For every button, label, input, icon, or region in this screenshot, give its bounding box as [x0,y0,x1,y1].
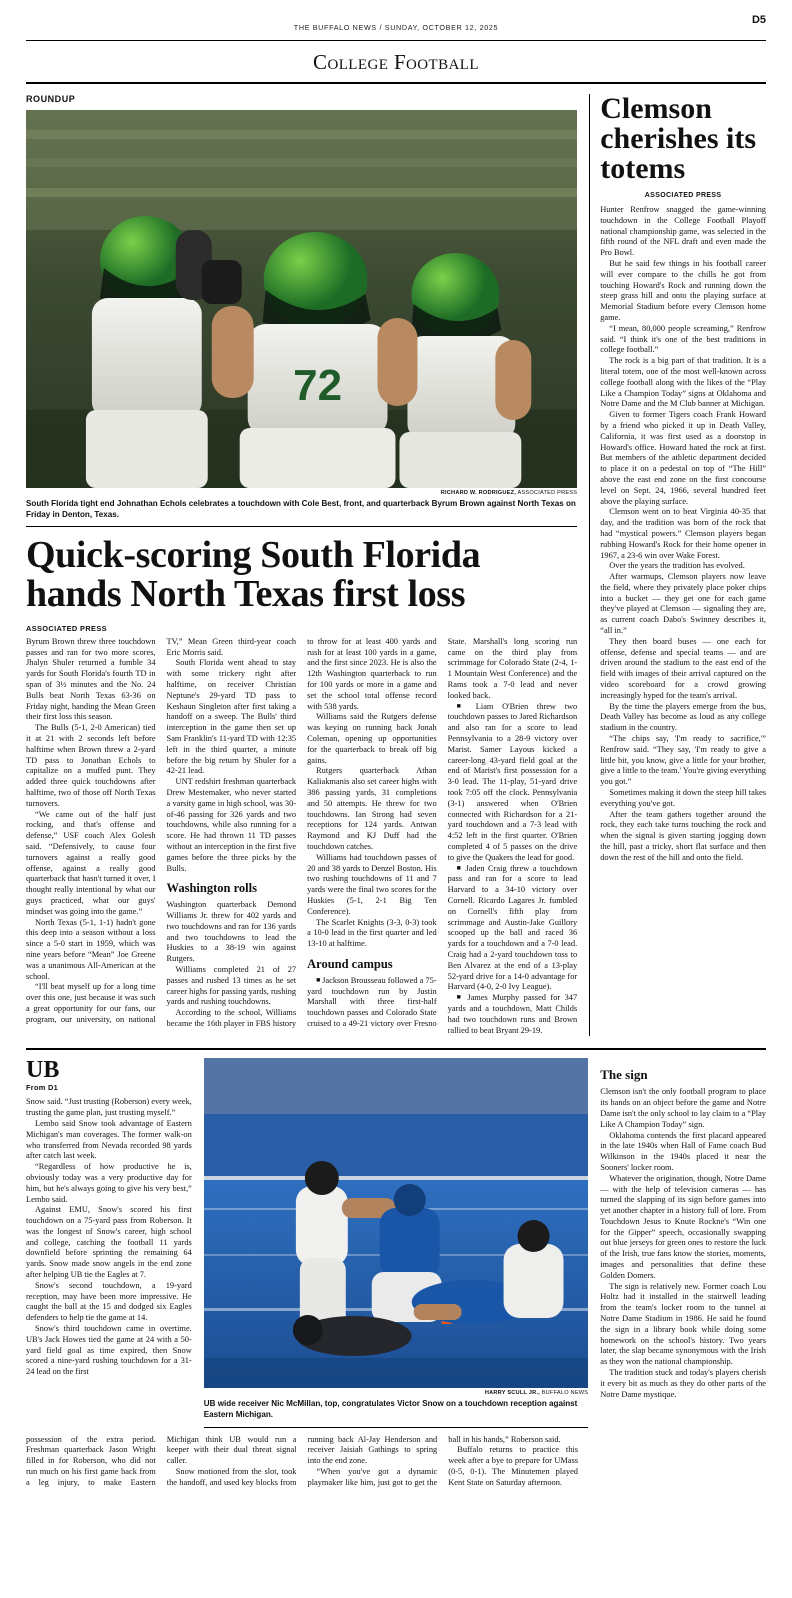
paragraph: The sign is relatively new. Former coach Lou Holtz had it installed in the stairwell leading from the team's locker room to the tunnel at Notre Dame Stadium in 1986. He said he found the sign in a library book while doing some homework on the school's history. Two years later, the slap became synonymous with the Irish as they won the national championship. [600,1281,766,1367]
main-photo-credit-org: ASSOCIATED PRESS [517,490,578,496]
paragraph: But he said few things in his football career will ever compare to the chills he got from touching Howard's Rock and running down the steep grass hill and onto the playing surface at Memorial Stadium before every Clemson home game. [600,258,766,322]
ub-photo-art [204,1058,588,1388]
paragraph: Clemson isn't the only football program to place its hands on an object before the game and Notre Dame isn't the only school to lay claim to a “Play Like A Champion Today” sign. [600,1087,766,1129]
paragraph: After the team gathers together around the rock, they each take turns touching the rock and when the signal is given starting jogging down the hill, past a tricky, short flat surface and then down the rest of the hill and onto the field. [600,809,766,862]
upper-body [26,94,766,1036]
paragraph: “We came out of the half just rocking, and that's offense and defense,” USF coach Alex Golesh said. “Defensively, to cause four turnovers against a really good offense, against a really good quarterback that hasn't turned it over, I thought really intentional by what our guys practiced, what our guys' mindset was going into the game.” [26,809,156,916]
subhead-around-campus: Around campus [307,956,393,971]
main-photo-credit [26,488,577,496]
paragraph: Given to former Tigers coach Frank Howard by a friend who picked it up in Death Valley, California, it was first used as a doorstop in Howard's office. Howard hated the rock at first. But members of the athletic department decided to place it on a pedestal on top of “The Hill” above the east end zone on the first concourse level on Sept. 24, 1966, several hundred feet above the playing surface. [600,410,766,506]
paragraph: Clemson went on to beat Virginia 40-35 that day, and the tradition was born of the rock that had “mystical powers.” Clemson players began rubbing Howard's Rock for their home opener in 1967, a 23-6 win over Wake Forest. [600,507,766,560]
paragraph: UNT redshirt freshman quarterback Drew Mestemaker, who never started a varsity game in high school, was 30-of-46 passing for 326 yards and two touchdowns, while also running for a score. He had thrown 11 TD passes without an interception in the first five games before the three picks by the Bulls. [166,777,297,873]
ub-photo-credit-org: BUFFALO NEWS [541,1390,589,1397]
paragraph: Oklahoma contends the first placard appeared in the late 1940s when Hall of Fame coach Bud Wilkinson in the 1940s placed it near the Sooners' locker room. [600,1130,766,1172]
bullet-item: ■ Liam O'Brien threw two touchdown passes to Jared Richardson and also ran for a score to lead Pennsylvania to a 28-9 victory over Marist. Samer Layous kicked a career-long 43-yard field goal at the end of Marist's first possession for a 3-0 lead. The 11-play, 51-yard drive took 7:05 off the clock. Pennsylvania (3-1) answered when O'Brien connected with Richardson for a 21-yard touchdown and a 7-3 lead with 4:52 left in the first quarter. O'Brien completed 4 of 5 passes on the drive to give the Quakers the lead for good. [448,702,578,864]
paragraph: Rutgers quarterback Athan Kaliakmanis also set career highs with 386 passing yards, 31 completions and 50 attempts. He threw for two touchdowns. Ian Strong had seven receptions for 124 yards. Antwan Raymond and KJ Duff had the touchdown catches. [307,766,437,851]
paragraph: Williams completed 21 of 27 passes and rushed 13 times as he set career highs for passing yards, rushing yards and rushing touchdowns. [166,964,297,1007]
ub-title: UB [26,1057,60,1084]
main-byline: ASSOCIATED PRESS [26,623,107,633]
main-headline: Quick-scoring South Florida hands North Texas first loss [26,534,481,616]
paragraph: The Scarlet Knights (3-3, 0-3) took a 10-0 lead in the first quarter and led 13-10 at halftime. [307,917,437,949]
paragraph: They then board buses — one each for offense, defense and special teams — and are driven around the stadium to the east end of the field with images of their arrival captured on the video scoreboard for a crowd growing increasingly hyped for the team's arrival. [600,636,766,700]
ub-left-column [26,1058,192,1427]
paragraph: “Regardless of how productive he is, obviously today was a very productive day for him, but he's always going to give his very best,” Lembo said. [26,1162,192,1204]
svg-text:72: 72 [293,360,343,411]
paragraph: Snow said. “Just trusting (Roberson) every week, trusting the game plan, just trusting myself.” [26,1097,192,1118]
subhead-the-sign: The sign [600,1067,648,1083]
paragraph: “When you've got a dynamic playmaker like him, just got to get the ball in his hands,” Roberson said. [307,1434,561,1487]
main-story [26,94,577,1036]
paragraph: Over the years the tradition has evolved. [609,561,745,571]
paragraph: Lembo said Snow took advantage of Eastern Michigan's man coverages. The former walk-on who transferred from Nevada recorded 98 yards after catch last week. [26,1118,192,1161]
clemson-story [589,94,766,1036]
bullet-item: ■ Jaden Craig threw a touchdown pass and ran for a score to lead Harvard to a 34-10 victory over Cornell. Ricardo Lagares Jr. fumbled on Cornell's fifth play from scrimmage and Austin-Jake Guillory scooped up the ball and raced 36 yards for a touchdown and a 7-0 lead. Craig had a 2-yard touchdown toss to Ben Alvarez at the end of a 13-play 52-yard drive for a 14-0 advantage for Harvard (4-0, 2-0 Ivy League). [448,864,578,994]
paragraph: After warmups, Clemson players now leave the field, where they privately place poker chips into a bucket — they get one for each game they've played at Clemson — signaling they are, as current coach Dabo's Swinney describes it, “all in.” [600,572,766,636]
paragraph: Byrum Brown threw three touchdown passes and ran for two more scores, Jhalyn Shuler returned a fumble 34 yards for South Florida's fourth TD in span of 3½ minutes and the No. 24 Bulls beat North Texas 63-36 on Friday night, handing the Mean Green their first loss this season. [26,636,156,722]
paragraph: Williams had touchdown passes of 20 and 38 yards to Denzel Boston. His two rushing touchdowns of 11 and 7 yards were the final two scores for the Huskies (5-1, 2-1 Big Ten Conference). [307,852,437,916]
clemson-headline: Clemson cherishes its totems [600,92,757,185]
ub-bottom-columns [26,1435,578,1489]
paragraph: According to the school, Williams became the 16th player in FBS history to throw for at least 400 yards and rush for at least 100 yards in a game, and the first since 2023. He is also the 12th Washington quarterback to run for 100 yards or more in a game and set the school total offense record with 538 yards. [166,636,437,1028]
paragraph: Snow's third touchdown came in overtime. UB's Jack Howes tied the game at 24 with a 50-yard field goal as time expired, then Snow scored a nine-yard rushing touchdown for a 31-24 lead on the first [26,1324,192,1377]
main-photo-credit-name: RICHARD W. RODRIGUEZ, [440,490,516,496]
bullet-item: ■ Jackson Brousseau followed a 75-yard touchdown run by Justin Marshall with three first-half touchdown passes and Colorado State cruised to a 49-21 victory over Fresno State. Marshall's long scoring run came on the third play from scrimmage for Colorado State (2-4, 1-1 Mountain West Conference) and the Rams took a 7-0 lead and never looked back. [307,637,577,1036]
paragraph: By the time the players emerge from the bus, Death Valley has become as loud as any college stadium in the country. [600,701,766,733]
ub-photo [204,1058,588,1388]
paragraph: Buffalo returns to practice this week after a bye to prepare for UMass (0-5, 0-1). The Minutemen played Kent State on Saturday afternoon. [448,1445,578,1487]
paragraph: The Bulls (5-1, 2-0 American) tied it at 21 with 2 seconds left before halftime when Brown threw a 2-yard TD pass to Jonathan Echols to capitalize on a muffed punt. They added three quick touchdowns after halftime, two of those off North Texas turnovers. [26,723,156,808]
main-text-columns [26,637,577,1036]
paragraph: possession of the extra period. Freshman quarterback Jason Wright filled in for Roberson, who did not run much on his first game back from a leg injury, to make Eastern Michigan think UB would run a keeper with their dual threat signal caller. [26,1434,297,1487]
page-number: D5 [751,14,766,26]
ub-jump-line: From D1 [26,1083,59,1093]
clemson-sign-column [600,1058,766,1427]
subhead-washington-rolls: Washington rolls [166,881,257,896]
paragraph: “The chips say, 'I'm ready to sacrifice,'” Renfrow said. “They say, 'I'm ready to give a little bit, you know, give a little for your brother, give a little to the team.' You're giving everything you got.” [600,734,766,787]
paragraph: Against EMU, Snow's scored his first touchdown on a 75-yard pass from Roberson. It was the longest of Snow's career, high school and college, catching the football 11 yards downfield before sprinting the remaining 64 yards. Snow made snow angels in the end zone after helping UB tie the Eagles at 7. [26,1205,192,1280]
main-photo-art [26,110,577,488]
paragraph: Washington quarterback Demond Williams Jr. threw for 402 yards and two touchdowns and ran for 136 yards and two touchdowns to lead the Huskies to a 38-19 win against Rutgers. [166,900,297,964]
ub-photo-credit [204,1388,588,1396]
paragraph: The tradition stuck and today's players cherish it every bit as much as they do other parts of the Notre Dame mystique. [600,1368,766,1399]
paragraph: Sometimes making it down the steep hill takes everything you've got. [600,788,766,808]
paragraph: Snow motioned from the slot, took the handoff, and used key blocks from running back Al-Jay Henderson and receiver Jaisiah Gathings to spring into the end zone. [166,1434,438,1487]
main-photo [26,110,577,488]
paragraph: Williams said the Rutgers defense was keying on running back Jonah Coleman, opening up opportunities for the quarterback to break off big gains. [307,712,437,765]
paragraph: “I mean, 80,000 people screaming,” Renfrow said. “I think it's one of the best traditions in college football.” [600,323,766,355]
roundup-kicker: ROUNDUP [26,94,76,104]
bullet-item: ■ James Murphy passed for 347 yards and a touchdown, Matt Childs had two touchdown runs and Brown rallied to beat Bryant 29-19. [448,993,578,1036]
paragraph: North Texas (5-1, 1-1) hadn't gone this deep into a season without a loss since a 5-0 start in 1959, which was nine years before “Mean” Joe Greene was a unanimous All-American at the school. [26,917,156,981]
section-title: College Football [26,41,766,84]
paragraph: Whatever the origination, though, Notre Dame — with the help of television cameras — has turned the slapping of its sign before games into yet another chapter in a history full of lore. From Touchdown Jesus to Knute Rockne's “Win one for the Gipper” speech, occasionally swapping out blue jerseys for green ones to restore the luck of the Irish, true fans know the stories, moments, images and personalities that define these Golden Domers. [600,1173,766,1280]
clemson-byline: ASSOCIATED PRESS [644,192,722,199]
ub-photo-caption: UB wide receiver Nic McMillan, top, congratulates Victor Snow on a touchdown reception against Eastern Michigan. [204,1396,588,1427]
paragraph: Snow's second touchdown, a 19-yard reception, may have been more impressive. He caught the ball at the 15 and dodged six Eagles defenders to help tie the game at 14. [26,1280,192,1323]
ub-story [26,1058,766,1427]
ub-photo-credit-name: HARRY SCULL JR., [484,1390,540,1397]
newspaper-page [0,14,792,1598]
main-photo-caption: South Florida tight end Johnathan Echols celebrates a touchdown with Cole Best, front, and quarterback Byrum Brown against North Texas on Friday in Denton, Texas. [26,496,577,527]
paragraph: South Florida went ahead to stay with some trickery right after halftime, on receiver Christian Neptune's 29-yard TD pass to Keshaun Singleton after first taking a handoff on a sweep. The Bulls' third interception in the game then set up Sam Franklin's 11-yard TD with 12:35 left in the third quarter, a minute before the big return by Shuler for a 42-21 lead. [166,658,297,776]
ub-photo-column [204,1058,588,1427]
section-divider [26,1048,766,1050]
paragraph: Hunter Renfrow snagged the game-winning touchdown in the College Football Playoff national championship game, was selected in the fifth round of the NFL draft and even made the Pro Bowl. [600,205,766,258]
masthead [26,14,766,41]
paragraph: “I'll beat myself up for a long time over this one, just because it was such a great opportunity for our fans, our program, our university, on national TV,” Mean Green third-year coach Eric Morris said. [26,636,297,1024]
masthead-date: THE BUFFALO NEWS / SUNDAY, OCTOBER 12, 2025 [293,22,499,32]
paragraph: The rock is a big part of that tradition. It is a literal totem, one of the most well-known across college football along with the likes of the “Play Like a Champion Today” signs at Oklahoma and Notre Dame and the M Club banner at Michigan. [600,356,766,409]
